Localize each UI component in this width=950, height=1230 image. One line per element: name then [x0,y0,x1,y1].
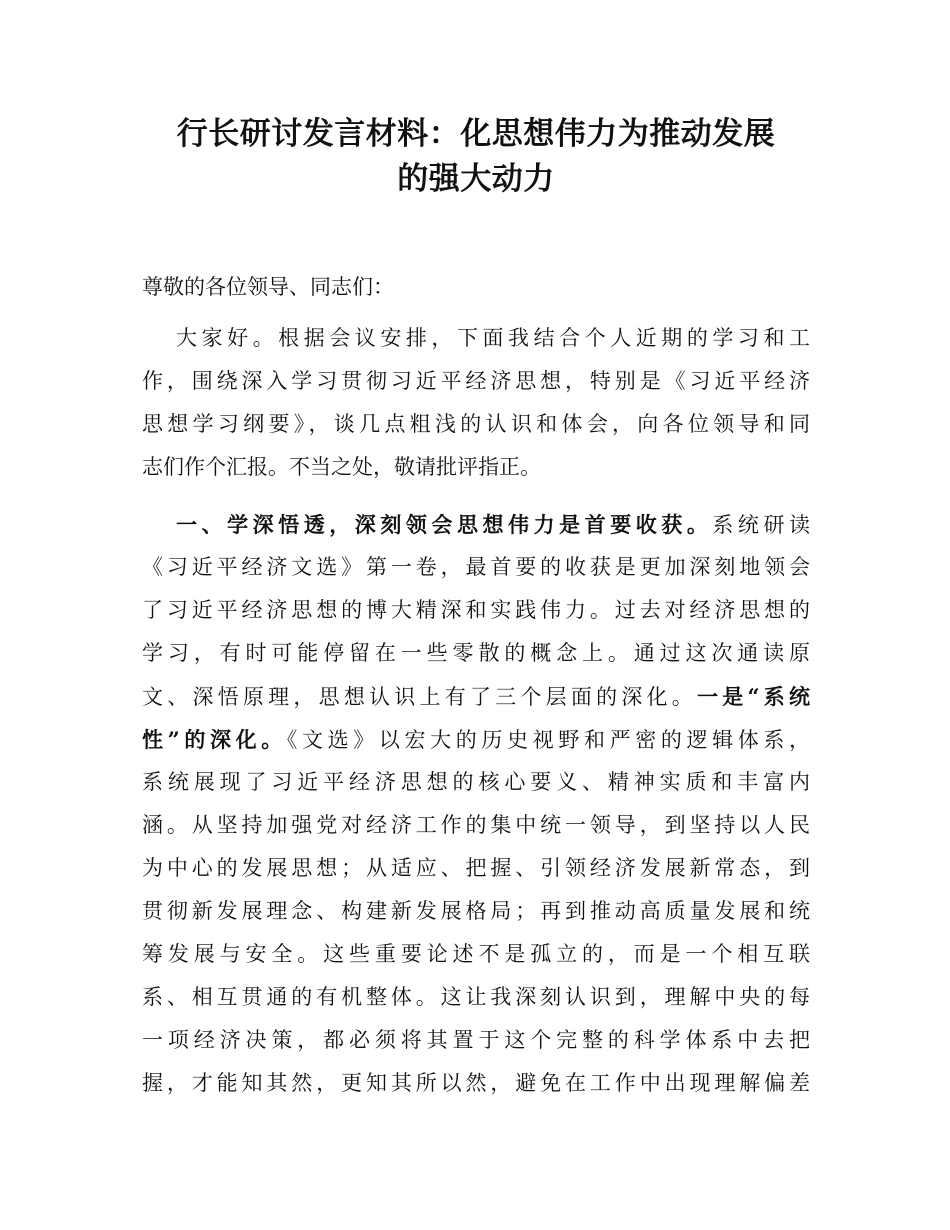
body-text: 为中心的发展思想；从适应、把握、引领经济发展新常态，到 [142,856,810,880]
text-line [142,503,810,546]
body-text: 系、相互贯通的有机整体。这让我深刻认识到，理解中央的每 [142,985,810,1009]
body-text: 《习近平经济文选》第一卷，最首要的收获是更加深刻地领会 [142,555,810,579]
text-line [142,847,810,890]
title-line-2: 的强大动力 [397,161,555,197]
body-text: 握，才能知其然，更知其所以然，避免在工作中出现理解偏差 [142,1071,810,1095]
body-text: 思想学习纲要》，谈几点粗浅的认识和体会，向各位领导和同 [142,412,810,436]
text-line [142,1062,810,1105]
body-text: 一项经济决策，都必须将其置于这个完整的科学体系中去把 [142,1028,810,1052]
text-line [142,718,810,761]
text-line [142,546,810,589]
body-text: 大家好。根据会议安排，下面我结合个人近期的学习和工 [176,326,810,350]
body-text: 志们作个汇报。不当之处，敬请批评指正。 [142,455,541,479]
body-text: 《文选》以宏大的历史视野和严密的逻辑体系， [286,728,810,752]
bold-text: 一、学深悟透，深刻领会思想伟力是首要收获。 [176,512,713,537]
text-line [142,403,810,446]
text-line [142,632,810,675]
body-text: 系统展现了习近平经济思想的核心要义、精神实质和丰富内 [142,770,810,794]
body-text: 系统研读 [712,513,810,537]
greeting [142,266,810,309]
text-line [142,317,810,360]
paragraph-intro [142,317,810,489]
text-line [142,933,810,976]
document-title [140,112,812,202]
paragraph-section-1 [142,503,810,1105]
text-line [142,804,810,847]
body-text: 作，围绕深入学习贯彻习近平经济思想，特别是《习近平经济 [142,369,810,393]
bold-text: 性”的深化。 [142,727,287,752]
title-line-1: 行长研讨发言材料：化思想伟力为推动发展 [176,116,776,152]
text-line [142,589,810,632]
text-line [142,675,810,718]
text-line [142,976,810,1019]
text-line [142,446,810,489]
text-line [142,890,810,933]
body-text: 筹发展与安全。这些重要论述不是孤立的，而是一个相互联 [142,942,810,966]
body-text: 学习，有时可能停留在一些零散的概念上。通过这次通读原 [142,641,810,665]
text-line [142,360,810,403]
body-text: 了习近平经济思想的博大精深和实践伟力。过去对经济思想的 [142,598,810,622]
body-text: 贯彻新发展理念、构建新发展格局；再到推动高质量发展和统 [142,899,810,923]
bold-text: 一是“系统 [697,684,810,709]
text-line [142,1019,810,1062]
greeting-text: 尊敬的各位领导、同志们： [142,275,394,299]
body-text: 文、深悟原理，思想认识上有了三个层面的深化。 [142,685,697,709]
text-line [142,761,810,804]
body-text: 涵。从坚持加强党对经济工作的集中统一领导，到坚持以人民 [142,813,810,837]
